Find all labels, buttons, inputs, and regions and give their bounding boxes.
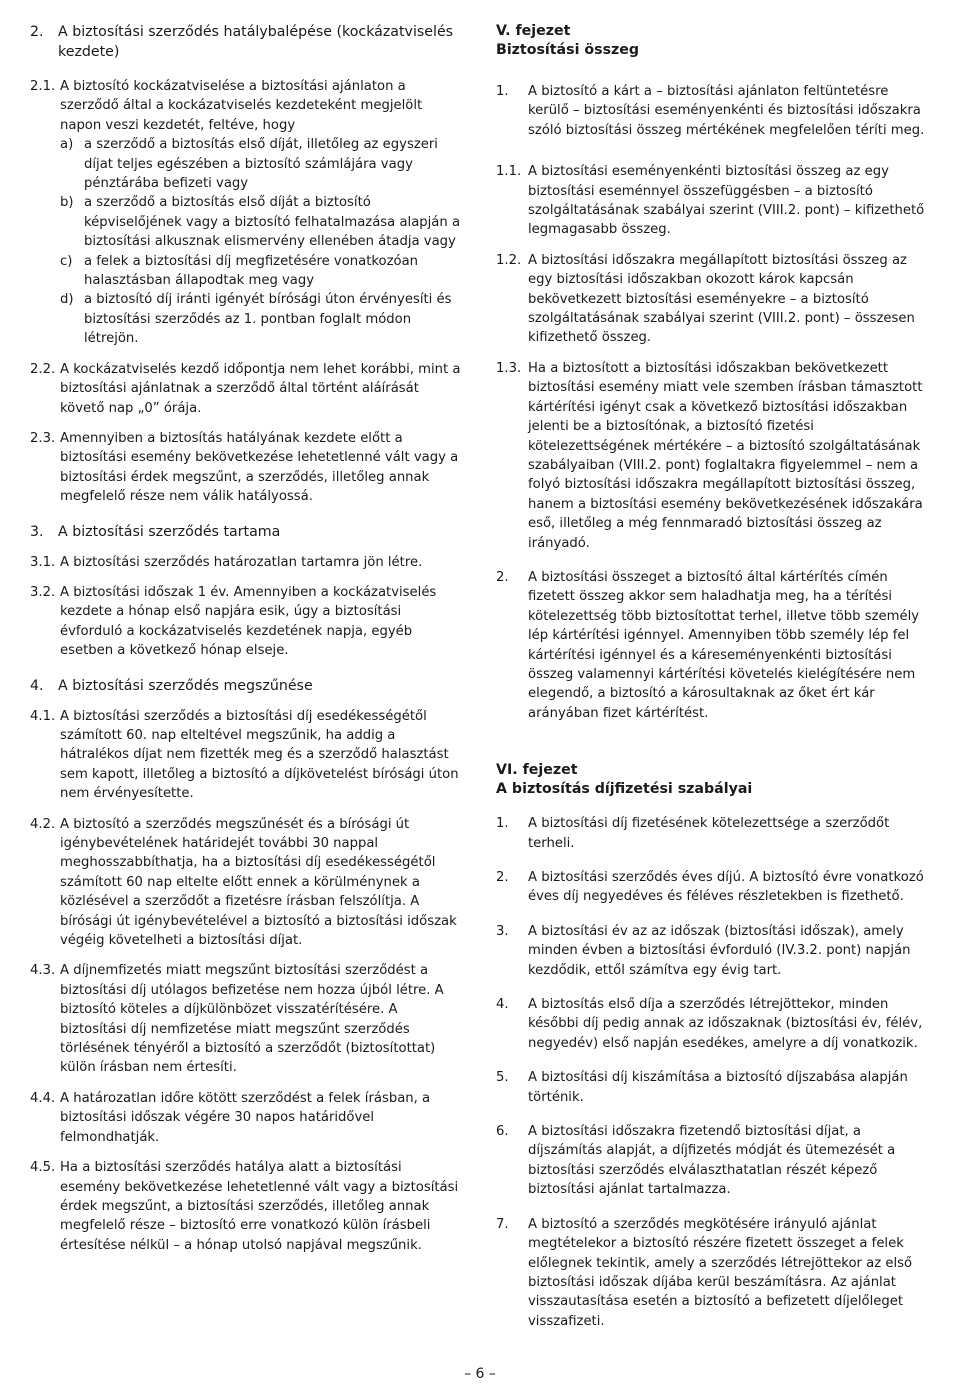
paragraph-number: 2. [496, 870, 509, 885]
chapter-title: A biztosítás díjfizetési szabályai [496, 781, 753, 798]
paragraph-text: A biztosítási időszakra megállapított biztosítási összeg az egy biztosítási időszakban okozott károk kapcsán bekövetkezett biztosítási eseményekre – a biztosító szolgáltatásának szabályai szerint (VIII.2. pont) – összesen kifizethető összeg. [528, 252, 915, 346]
section-title: A biztosítási szerződés hatálybalépése (kockázatviselés kezdete) [58, 24, 454, 60]
section-number: 4. [30, 677, 44, 694]
paragraph-2-3 [30, 429, 466, 507]
paragraph-4-5 [30, 1158, 466, 1255]
paragraph-text: Ha a biztosítási szerződés hatálya alatt a biztosítási esemény bekövetkezése lehetetlenné vált vagy a biztosítási érdek megszűnt, a biztosítási szerződés, illetőleg annak megfelelő része – biztosító erre vonatkozó külön írásbeli értesítése nélkül – a hónap utolsó napjával megszűnik. [60, 1160, 459, 1253]
list-item [496, 814, 932, 853]
section-3-heading [30, 522, 466, 542]
paragraph-v-1-1 [496, 162, 932, 240]
list-item [496, 922, 932, 980]
list-item-text: a szerződő a biztosítás első díját, illetőleg az egyszeri díjat teljes egészében a biztosító számlájára vagy pénztárába befizeti vagy [84, 137, 438, 192]
paragraph-text: A biztosítási időszakra fizetendő biztosítási díjat, a díjszámítás alapját, a díjfizetés módját és ütemezését a biztosítási szerződés elválaszthatatlan részét képező biztosítási ajánlat tartalmazza. [528, 1124, 896, 1198]
paragraph-3-1 [30, 553, 466, 572]
paragraph-2-2 [30, 360, 466, 418]
paragraph-number: 6. [496, 1124, 509, 1140]
right-column [496, 22, 932, 1331]
list-item [496, 868, 932, 907]
paragraph-number: 1.3. [496, 360, 522, 376]
page-number: – 6 – [464, 1366, 496, 1382]
paragraph-number: 2.2. [30, 361, 56, 377]
list-item [60, 290, 466, 348]
paragraph-number: 2.3. [30, 430, 56, 446]
paragraph-number: 2.1. [30, 79, 56, 94]
paragraph-text: Ha a biztosított a biztosítási időszakban bekövetkezett biztosítási esemény miatt vele szemben írásban támasztott kártérítési igényt csak a következő biztosítási időszakban jelenti be a biztosítónak, a biztosító fizetési kötelezettségének mértékére – a biztosító szolgáltatásának szabályaiban (VIII.2. pont) foglaltakra figyelemmel – nem a folyó biztosítási időszakra megállapított biztosítási összeg, hanem a biztosítási esemény bekövetkezésének időszakára eső, illetőleg a még fennmaradó biztosítási összeg az irányadó. [528, 360, 923, 551]
paragraph-number: 1. [496, 816, 509, 832]
chapter-title: Biztosítási összeg [496, 42, 640, 58]
chapter-number: VI. fejezet [496, 762, 578, 779]
paragraph-text: A határozatlan időre kötött szerződést a felek írásban, a biztosítási időszak végére 30 napos határidővel felmondhatják. [60, 1090, 431, 1145]
paragraph-text: A biztosítási év az az időszak (biztosítási időszak), amely minden évben a biztosítási évforduló (IV.3.2. pont) napján kezdődik, ettől számítva egy évig tart. [528, 923, 911, 978]
paragraph-text: A biztosítási díj fizetésének kötelezettsége a szerződőt terheli. [528, 816, 890, 851]
paragraph-text: A biztosító a kárt a – biztosítási ajánlaton feltüntetésre kerülő – biztosítási eseményenkénti és biztosítási időszakra szóló biztosítási összeg mértékének megfelelően téríti meg. [528, 84, 925, 138]
section-title: A biztosítási szerződés tartama [58, 523, 281, 540]
paragraph-number: 1.2. [496, 252, 522, 268]
paragraph-text: A biztosítási összeget a biztosító által kártérítés címén fizetett összeg akkor sem haladhatja meg, ha a térítési kötelezettség több biztosítottat terhel, illetve több személy lép kártérítési igénnyel. Amennyiben több személy lép fel kártérítési igénnyel és a káreseményenkénti biztosítási összeg valamennyi kártérítési követelés kielégítésére nem elegendő, a biztosító a károsultaknak az őket ért kár arányában fizet kártérítést. [528, 569, 920, 721]
paragraph-4-2 [30, 815, 466, 951]
paragraph-number: 7. [496, 1216, 509, 1232]
paragraph-3-2 [30, 583, 466, 661]
paragraph-2-1 [30, 77, 466, 349]
paragraph-4-4 [30, 1089, 466, 1147]
paragraph-4-1 [30, 707, 466, 804]
paragraph-v-1 [496, 82, 932, 140]
section-number: 2. [30, 24, 44, 40]
chapter-number: V. fejezet [496, 23, 571, 39]
list-item-text: a szerződő a biztosítás első díját a biztosító képviselőjének vagy a biztosító felhatalmazása alapján a biztosítási alkusznak elismervény ellenében átadja vagy [84, 195, 461, 250]
paragraph-4-3 [30, 961, 466, 1077]
section-4-heading [30, 676, 466, 696]
section-title: A biztosítási szerződés megszűnése [58, 677, 313, 694]
left-column [30, 22, 466, 1255]
paragraph-text: A biztosítási szerződés a biztosítási díj esedékességétől számított 60. nap elteltével megszűnik, ha addig a hátralékos díjat nem fizették meg és a szerződő halasztást sem kapott, illetőleg a biztosító a díjkövetelést bírósági úton nem érvényesítette. [60, 708, 459, 802]
paragraph-number: 1.1. [496, 164, 522, 180]
paragraph-text: A biztosítási szerződés határozatlan tartamra jön létre. [60, 554, 423, 570]
paragraph-text: A kockázatviselés kezdő időpontja nem lehet korábbi, mint a biztosítási ajánlatnak a szerződő által történt aláírását követő nap „0” órája. [60, 361, 461, 416]
paragraph-number: 3. [496, 923, 509, 939]
list-item [60, 135, 466, 193]
paragraph-number: 4.5. [30, 1160, 56, 1176]
paragraph-text: A biztosítási eseményenkénti biztosítási összeg az egy biztosítási eseménnyel összefüggésben – a biztosító szolgáltatásának szabályai szerint (VIII.2. pont) – kifizethető legmagasabb összeg. [528, 164, 925, 238]
paragraph-number: 4. [496, 997, 509, 1013]
list-item-label: b) [60, 195, 74, 211]
list-item [496, 1215, 932, 1331]
paragraph-number: 4.4. [30, 1090, 56, 1106]
paragraph-text: A biztosítási szerződés éves díjú. A biztosító évre vonatkozó éves díj negyedéves és féléves részletekben is fizethető. [528, 870, 924, 905]
list-item-text: a felek a biztosítási díj megfizetésére vonatkozóan halasztásban állapodtak meg vagy [84, 253, 419, 289]
paragraph-v-1-3 [496, 359, 932, 553]
paragraph-text: A biztosítási díj kiszámítása a biztosító díjszabása alapján történik. [528, 1070, 908, 1105]
list-item-label: a) [60, 137, 74, 153]
paragraph-text: A biztosító a szerződés megkötésére irányuló ajánlat megtételekor a biztosító részére fizetett összeget a felek előlegnek tekintik, amely a szerződés létrejöttekor az első biztosítási időszak díjába kerül beszámításra. Az ajánlat visszautasítása esetén a biztosító a befizetett díjelőleget visszafizeti. [528, 1216, 913, 1329]
paragraph-text: A biztosító kockázatviselése a biztosítási ajánlaton a szerződő által a kockázatviselés kezdeteként megjelölt napon veszi kezdetét, feltéve, hogy [60, 79, 423, 133]
list-item [496, 1122, 932, 1200]
paragraph-v-1-2 [496, 251, 932, 348]
paragraph-number: 4.1. [30, 708, 56, 724]
paragraph-text: A biztosítás első díja a szerződés létrejöttekor, minden későbbi díj pedig annak az időszaknak (biztosítási év, félév, negyedév) első napján esedékes, amelyre a díj vonatkozik. [528, 997, 923, 1051]
paragraph-v-2 [496, 568, 932, 723]
list-item-text: a biztosító díj iránti igényét bírósági úton érvényesíti és biztosítási szerződés az 1. pontban foglalt módon létrejön. [84, 292, 452, 347]
paragraph-number: 2. [496, 569, 509, 585]
paragraph-text: A biztosítási időszak 1 év. Amennyiben a kockázatviselés kezdete a hónap első napjára esik, úgy a biztosítási évforduló a kockázatviselés kezdetének napja, egyéb esetben a következő hónap elseje. [60, 584, 437, 659]
paragraph-number: 3.2. [30, 584, 56, 600]
list-item [60, 252, 466, 291]
list-item [60, 193, 466, 251]
paragraph-number: 1. [496, 84, 509, 99]
condition-list [60, 135, 466, 348]
list-item [496, 995, 932, 1053]
paragraph-text: A díjnemfizetés miatt megszűnt biztosítási szerződést a biztosítási díj utólagos befizetése nem hozza újból létre. A biztosító köteles a díjkülönbözet visszatérítésére. A biztosítási díj nemfizetése miatt megszűnt szerződés törlésének tényéről a biztosító a szerződőt (biztosítottat) külön írásban nem értesíti. [60, 963, 444, 1076]
paragraph-text: A biztosító a szerződés megszűnését és a bírósági út igénybevételének határidejét további 30 nappal meghosszabbíthatja, ha a biztosítási díj esedékességétől számított 60 nap eltelte előtt ennek a körülménynek a közlésével a szerződőt a fizetésre írásban felszólítja. A bírósági út igénybevételével a biztosító a biztosítási időszak végéig követelheti a biztosítási díjat. [60, 816, 457, 949]
paragraph-number: 4.2. [30, 816, 56, 832]
paragraph-text: Amennyiben a biztosítás hatályának kezdete előtt a biztosítási esemény bekövetkezése lehetetlenné vált vagy a biztosítási érdek megszűnt, a szerződés, illetőleg annak megfelelő része nem válik hatályossá. [60, 430, 459, 505]
chapter-6-heading [496, 761, 932, 799]
list-item-label: d) [60, 292, 74, 308]
chapter-5-heading [496, 22, 932, 60]
paragraph-number: 5. [496, 1070, 509, 1086]
list-item-label: c) [60, 253, 73, 269]
list-item [496, 1068, 932, 1107]
paragraph-number: 4.3. [30, 963, 56, 979]
paragraph-number: 3.1. [30, 554, 56, 570]
section-number: 3. [30, 523, 44, 540]
section-2-heading [30, 22, 466, 62]
